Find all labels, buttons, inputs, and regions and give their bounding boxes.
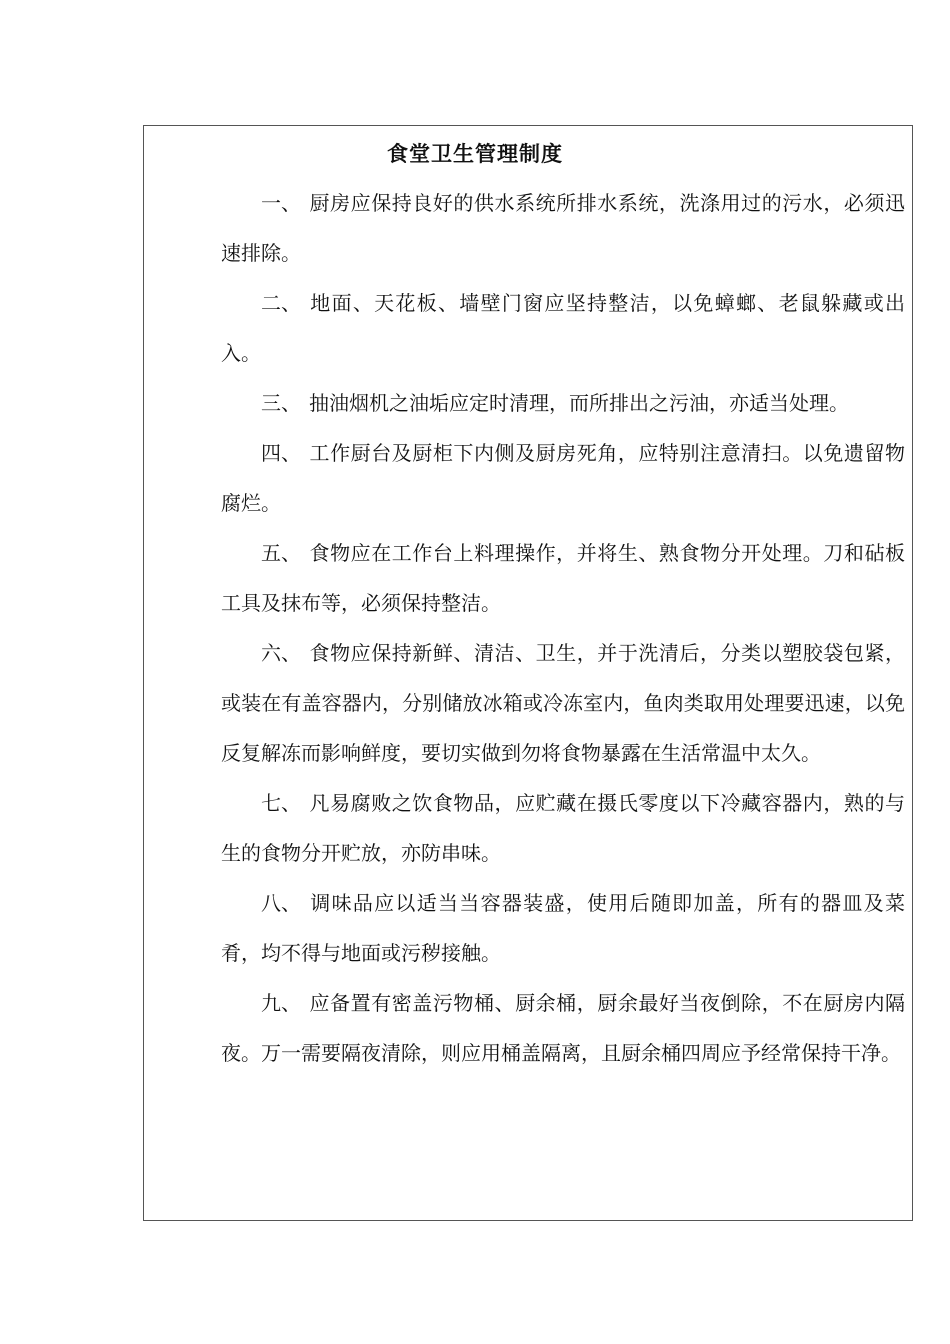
clause-number: 三、 — [261, 391, 301, 415]
clause-text: 工作厨台及厨柜下内侧及厨房死角，应特别注意清扫。以免遗留物腐烂。 — [221, 441, 905, 515]
clause-number: 一、 — [261, 191, 301, 215]
clause-number: 五、 — [261, 541, 301, 565]
document-title: 食堂卫生管理制度 — [387, 141, 563, 166]
clause-4 — [221, 428, 905, 528]
clause-text: 抽油烟机之油垢应定时清理，而所排出之污油，亦适当处理。 — [309, 391, 849, 415]
clause-2 — [221, 278, 905, 378]
clause-text: 食物应在工作台上料理操作，并将生、熟食物分开处理。刀和砧板工具及抹布等，必须保持整洁。 — [221, 541, 905, 615]
clause-1 — [221, 178, 905, 278]
clause-number: 二、 — [261, 291, 301, 315]
clause-8 — [221, 878, 905, 978]
clause-text: 凡易腐败之饮食物品，应贮藏在摄氏零度以下冷藏容器内，熟的与生的食物分开贮放，亦防串味。 — [221, 791, 905, 865]
clause-text: 调味品应以适当当容器装盛，使用后随即加盖，所有的器皿及菜肴，均不得与地面或污秽接触。 — [221, 891, 905, 965]
clause-number: 八、 — [261, 891, 301, 915]
clause-number: 七、 — [261, 791, 301, 815]
clause-text: 厨房应保持良好的供水系统所排水系统，洗涤用过的污水，必须迅速排除。 — [221, 191, 905, 265]
clause-3 — [221, 378, 905, 428]
clause-number: 四、 — [261, 441, 301, 465]
clause-text: 食物应保持新鲜、清洁、卫生，并于洗清后，分类以塑胶袋包紧，或装在有盖容器内，分别储放冰箱或冷冻室内，鱼肉类取用处理要迅速，以免反复解冻而影响鲜度，要切实做到勿将食物暴露在生活常温中太久。 — [221, 641, 905, 765]
clause-6 — [221, 628, 905, 778]
clause-9 — [221, 978, 905, 1078]
clause-list — [221, 178, 905, 1078]
clause-7 — [221, 778, 905, 878]
clause-5 — [221, 528, 905, 628]
clause-text: 应备置有密盖污物桶、厨余桶，厨余最好当夜倒除，不在厨房内隔夜。万一需要隔夜清除，则应用桶盖隔离，且厨余桶四周应予经常保持干净。 — [221, 991, 905, 1065]
clause-text: 地面、天花板、墙壁门窗应坚持整洁，以免蟑螂、老鼠躲藏或出入。 — [221, 291, 905, 365]
clause-number: 九、 — [261, 991, 301, 1015]
clause-number: 六、 — [261, 641, 301, 665]
